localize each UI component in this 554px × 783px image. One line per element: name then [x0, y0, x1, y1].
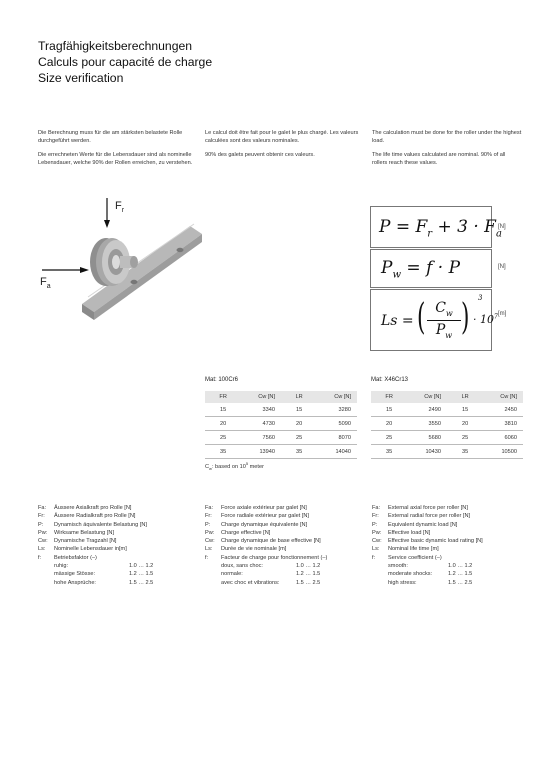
formula-life-time: Ls = ( $C_w$ $P_w$ ) 3 · $10^7$ [370, 289, 492, 351]
table2-title: Mat: X46Cr13 [371, 377, 409, 383]
table-row: 15 2490 15 2450 [371, 403, 523, 417]
table-row: 20 3550 20 3810 [371, 417, 523, 431]
title-fr: Calculs pour capacité de charge [38, 55, 213, 69]
legend-item: Fr: Äussere Radialkraft pro Rolle [N] [38, 513, 136, 520]
capacity-table-100cr6 [205, 391, 357, 459]
legend-fr [205, 504, 370, 587]
legend-en [372, 504, 537, 587]
table-row: 20 4730 20 5090 [205, 417, 357, 431]
legend-item: Fa: Force axiale extérieur par galet [N] [205, 505, 307, 511]
intro-de-p2: Die errechneten Werte für die Lebensdauer sind als nominelle Lebensdauer, welche 90% der Rollen erreichen, zu verstehen. [38, 152, 193, 166]
intro-en-p1: The calculation must be done for the roller under the highest load. [372, 130, 522, 144]
legend-item: Cw: Dynamische Tragzahl [N] [38, 538, 117, 545]
table-row: 15 3340 15 3280 [205, 403, 357, 417]
roller-rail-diagram [34, 192, 204, 342]
intro-fr-p1: Le calcul doit être fait pour le galet le plus chargé. Les valeurs calculées sont des valeurs nominales. [205, 130, 359, 144]
legend-item: f: Facteur de charge pour fonctionnement (–) [205, 554, 328, 561]
th-fr: FR [205, 391, 241, 403]
intro-de [38, 129, 198, 173]
legend-factor-row: hohe Ansprüche: 1.5 … 2.5 [54, 579, 154, 586]
formula3-unit: [m] [498, 311, 507, 317]
formula-effective-load: $P_w = f \cdot P$ [370, 249, 492, 288]
legend-item: P: Dynamisch äquivalente Belastung [N] [38, 521, 147, 528]
legend-factor-row: ruhig: 1.0 … 1.2 [54, 563, 154, 570]
title-en: Size verification [38, 71, 124, 85]
legend-item: Pw: Wirksame Belastung [N] [38, 529, 114, 536]
table1-title: Mat: 100Cr6 [205, 377, 239, 383]
intro-en-p2: The life time values calculated are nominal. 90% of all rollers reach these values. [372, 152, 506, 166]
th-lr: LR [281, 391, 317, 403]
legend-factor-row: high stress: 1.5 … 2.5 [388, 579, 473, 586]
table-row: 35 10430 35 10500 [371, 445, 523, 459]
intro-fr [205, 129, 365, 165]
legend-item: Fa: Äussere Axialkraft pro Rolle [N] [38, 505, 132, 511]
intro-en [372, 129, 522, 173]
formula1-unit: [N] [498, 224, 506, 230]
legend-item: Fr: External radial force per roller [N] [372, 513, 471, 520]
fr-force-label: $F_r$ [115, 200, 125, 215]
legend-factor-row: moderate shocks: 1.2 … 1.5 [388, 571, 473, 578]
th-lr: LR [447, 391, 483, 403]
legend-item: Cw: Effective basic dynamic load rating [N] [372, 538, 483, 545]
table-note: $C_w$: based on $10^5$ meter [205, 461, 264, 471]
title-de: Tragfähigkeitsberechnungen [38, 39, 193, 53]
formula-equivalent-load: $P = F_r + 3 \cdot F_a$ [370, 206, 492, 248]
legend-item: P: Charge dynamique équivalente [N] [205, 521, 308, 528]
legend-factor-row: mässige Stösse: 1.2 … 1.5 [54, 571, 154, 578]
legend-item: Cw: Charge dynamique de base effective [N] [205, 538, 321, 545]
th-cw: Cw [N] [317, 391, 357, 403]
th-fr: FR [371, 391, 407, 403]
legend-item: P: Equivalent dynamic load [N] [372, 521, 458, 528]
th-cw: Cw [N] [407, 391, 447, 403]
legend-item: Fa: External axial force per roller [N] [372, 505, 468, 511]
capacity-table-x46cr13 [371, 391, 523, 459]
legend-item: Ls: Durée de vie nominale [m] [205, 546, 287, 553]
legend-de [38, 504, 203, 587]
th-cw: Cw [N] [241, 391, 281, 403]
fa-force-label: $F_a$ [40, 276, 51, 291]
legend-item: f: Service coefficient (–) [372, 554, 442, 561]
table-row: 35 13940 35 14040 [205, 445, 357, 459]
intro-de-p1: Die Berechnung muss für die am stärksten belastete Rolle durchgeführt werden. [38, 130, 183, 144]
intro-fr-p2: 90% des galets peuvent obtenir ces valeurs. [205, 152, 315, 158]
th-cw: Cw [N] [483, 391, 523, 403]
legend-item: Ls: Nominelle Lebensdauer in[m] [38, 546, 127, 553]
legend-factor-row: doux, sans choc: 1.0 … 1.2 [221, 563, 321, 570]
legend-factor-row: avec choc et vibrations: 1.5 … 2.5 [221, 579, 321, 586]
table-row: 25 5680 25 6060 [371, 431, 523, 445]
legend-factor-row: smooth: 1.0 … 1.2 [388, 563, 473, 570]
legend-factor-row: normale: 1.2 … 1.5 [221, 571, 321, 578]
table-row: 25 7560 25 8070 [205, 431, 357, 445]
legend-item: f: Betriebsfaktor (–) [38, 554, 97, 561]
legend-item: Fr: Force radiale extérieur par galet [N] [205, 513, 309, 520]
legend-item: Ls: Nominal life time [m] [372, 546, 439, 553]
legend-item: Pw: Charge effective [N] [205, 529, 271, 536]
page-title [38, 38, 212, 86]
formula2-unit: [N] [498, 264, 506, 270]
legend-item: Pw: Effective load [N] [372, 529, 431, 536]
